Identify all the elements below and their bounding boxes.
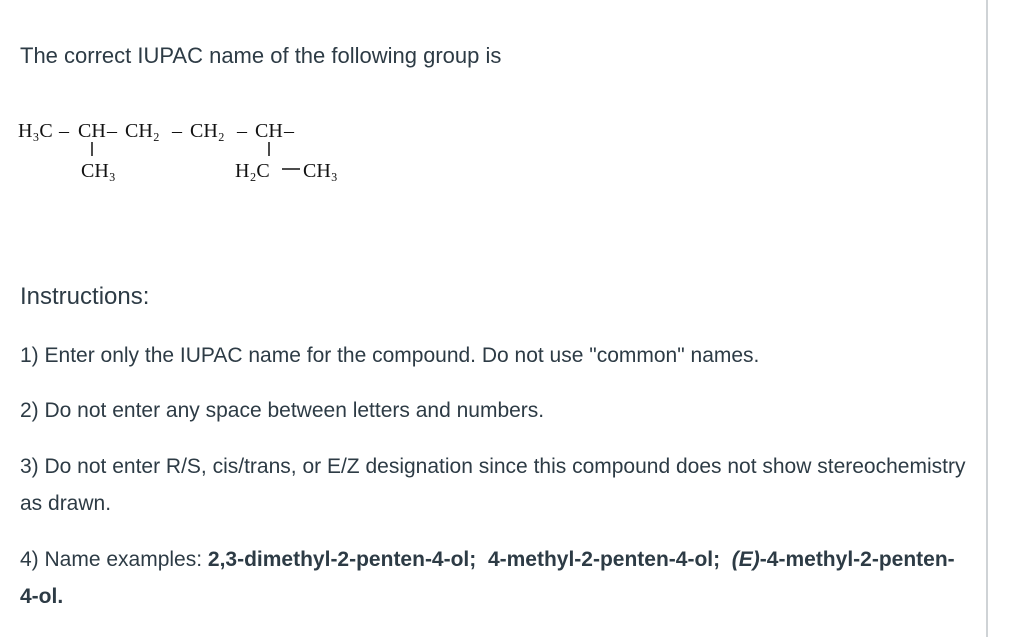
instruction-2: 2) Do not enter any space between letters and numbers.: [20, 399, 545, 422]
atom-ch2-2: CH₂: [190, 120, 225, 142]
example-1: 2,3-dimethyl-2-penten-4-ol;: [207, 548, 477, 571]
substituent-h2c: H₂C: [235, 160, 270, 182]
substituent-ch3: CH₃: [81, 160, 116, 182]
example-2: 4-methyl-2-penten-4-ol;: [487, 548, 721, 571]
dash-3: –: [172, 120, 182, 142]
atom-ch-1: CH: [78, 120, 106, 142]
atom-ch-2: CH: [255, 120, 283, 142]
right-border: [986, 0, 988, 637]
chemical-structure: [18, 108, 378, 198]
instruction-1: 1) Enter only the IUPAC name for the compound. Do not use "common" names.: [20, 344, 760, 367]
instructions-heading: Instructions:: [20, 283, 150, 310]
instruction-3: 3) Do not enter R/S, cis/trans, or E/Z designation since this compound does not show stereochemistry as drawn.: [20, 455, 966, 515]
substituent-ch3-ethyl: CH₃: [303, 160, 338, 182]
instruction-4: [20, 541, 970, 615]
dash-5: –: [284, 120, 294, 142]
atom-ch2-1: CH₂: [125, 120, 160, 142]
example-3: -4-methyl-2-penten-4-ol.: [20, 548, 955, 608]
dash-4: –: [237, 120, 247, 142]
dash-1: –: [59, 120, 69, 142]
instruction-4-prefix: 4) Name examples:: [20, 548, 208, 571]
atom-h3c: H₃C: [18, 120, 53, 142]
dash-2: –: [107, 120, 117, 142]
question-text: The correct IUPAC name of the following group is: [20, 43, 502, 68]
example-3-stereo: (E): [731, 548, 760, 571]
